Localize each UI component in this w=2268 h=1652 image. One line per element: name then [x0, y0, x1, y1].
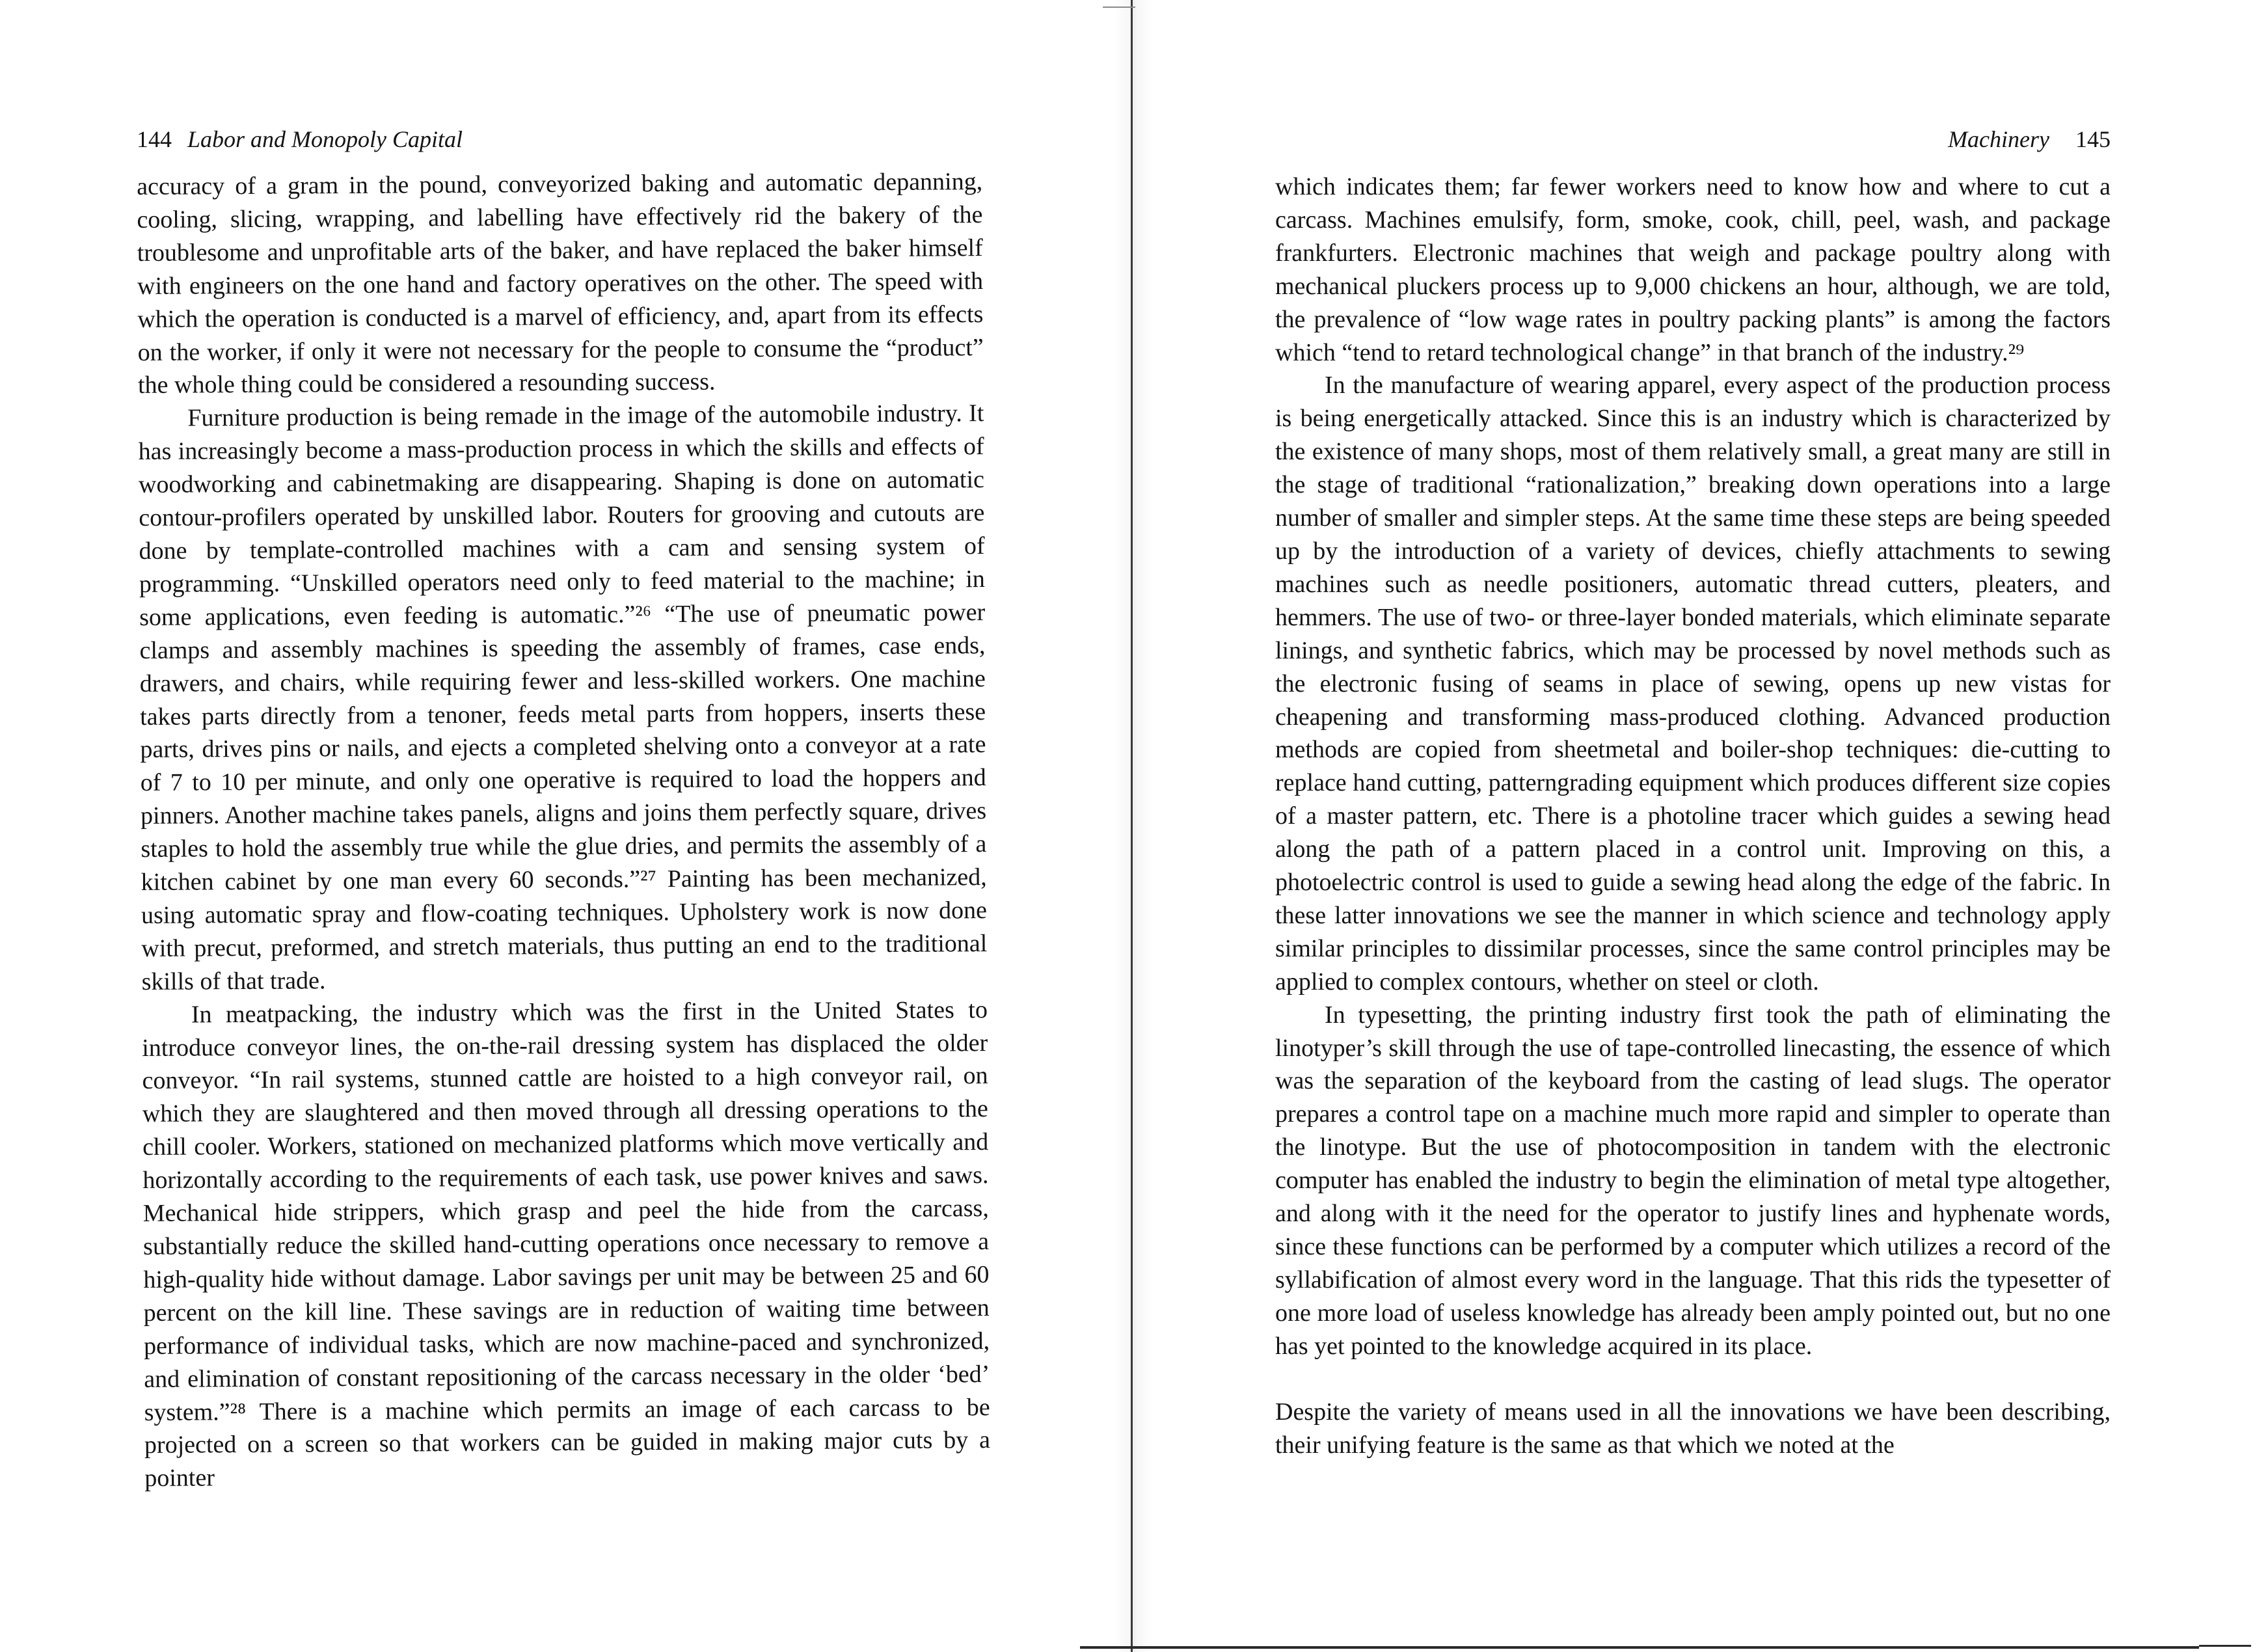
- gutter-tick-mark: [1103, 7, 1135, 8]
- right-running-title: Machinery: [1948, 126, 2049, 152]
- paragraph-typesetting: In typesetting, the printing industry first took the path of eliminating the linotyper’s skill through the use of tape-controlled linecasting, the essence of which was the separation of the keyboard from the casting of lead slugs. The operator prepares a control tape on a machine much more rapid and simpler to operate than the linotype. But the use of photocomposition in tandem with the electronic computer has enabled the industry to begin the elimination of metal type altogether, and along with it the need for the operator to justify lines and hyphenate words, since these functions can be performed by a computer which utilizes a record of the syllabification of almost every word in the language. That this rids the typesetter of one more load of useless knowledge has already been amply pointed out, but no one has yet pointed to the knowledge acquired in its place.: [1275, 1001, 2111, 1360]
- paragraph-apparel: In the manufacture of wearing apparel, every aspect of the production process is being energetically attacked. Since this is an industry which is characterized by the existence of many shops, most of them relatively small, a great many are still in the stage of traditional “rationalization,” breaking down operations into a large number of smaller and simpler steps. At the same time these steps are being speeded up by the introduction of a variety of devices, chiefly attachments to sewing machines such as needle positioners, automatic thread cutters, pleaters, and hemmers. The use of two- or three-layer bonded materials, which eliminate separate linings, and synthetic fabrics, which may be processed by novel methods such as the electronic fusing of seams in place of sewing, opens up new vistas for cheapening and transforming mass-produced clothing. Advanced production methods are copied from sheetmetal and boiler-shop techniques: die-cutting to replace hand cutting, patterngrading equipment which produces different size copies of a master pattern, etc. There is a photoline tracer which guides a sewing head along the path of a pattern placed in a control unit. Improving on this, a photoelectric control is used to guide a sewing head along the edge of the fabric. In these latter innovations we see the manner in which science and technology apply similar principles to dissimilar processes, since the same control principles may be applied to complex contours, whether on steel or cloth.: [1275, 372, 2111, 995]
- left-running-title: Labor and Monopoly Capital: [187, 126, 463, 152]
- paragraph-bakery: accuracy of a gram in the pound, conveyorized baking and automatic depanning, cooling, slicing, wrapping, and labelling have effectively rid the bakery of the troublesome and unprofitable arts of the baker, and have replaced the baker himself with engineers on the one hand and factory operatives on the other. The speed with which the operation is conducted is a marvel of efficiency, and, apart from its effects on the worker, if only it were not necessary for the people to consume the “product” the whole thing could be considered a resounding success.: [137, 168, 984, 399]
- gutter-line: [1131, 0, 1133, 1652]
- right-page: [1275, 0, 2111, 1652]
- left-page-body: [137, 165, 990, 1495]
- paragraph-meatpacking: In meatpacking, the industry which was the first in the United States to introduce conveyor lines, the on-the-rail dressing system has displaced the older conveyor. “In rail systems, stunned cattle are hoisted to a high conveyor rail, on which they are slaughtered and then moved through all dressing operations to the chill cooler. Workers, stationed on mechanized platforms which move vertically and horizontally according to the requirements of each task, use power knives and saws. Mechanical hide strippers, which grasp and peel the hide from the carcass, substantially reduce the skilled hand-cutting operations once necessary to remove a high-quality hide without damage. Labor savings per unit may be between 25 and 60 percent on the kill line. These savings are in reduction of waiting time between performance of individual tasks, which are now machine-paced and synchronized, and elimination of constant repositioning of the carcass necessary in the older ‘bed’ system.”²⁸ There is a machine which permits an image of each carcass to be projected on a screen so that workers can be guided in making major cuts by a pointer: [142, 995, 991, 1493]
- paragraph-meatpacking-continued: which indicates them; far fewer workers need to know how and where to cut a carcass. Machines emulsify, form, smoke, cook, chill, peel, wash, and package frankfurters. Electronic machines that weigh and package poultry along with mechanical pluckers process up to 9,000 chickens an hour, although, we are told, the prevalence of “low wage rates in poultry packing plants” is among the factors which “tend to retard technological change” in that branch of the industry.²⁹: [1275, 173, 2111, 366]
- right-page-number: 145: [2075, 126, 2111, 152]
- right-running-head: [1948, 121, 2111, 157]
- paragraph-furniture: Furniture production is being remade in the image of the automobile industry. It has increasingly become a mass-production process in which the skills and effects of woodworking and cabinetmaking are disappearing. Shaping is done on automatic contour-profilers operated by unskilled labor. Routers for grooving and cutouts are done by template-controlled machines with a cam and sensing system of programming. “Unskilled operators need only to feed material to the machine; in some applications, even feeding is automatic.”²⁶ “The use of pneumatic power clamps and assembly machines is speeding the assembly of frames, case ends, drawers, and chairs, while requiring fewer and less-skilled workers. One machine takes parts directly from a tenoner, feeds metal parts from hoppers, inserts these parts, drives pins or nails, and ejects a completed shelving onto a conveyor at a rate of 7 to 10 per minute, and only one operative is required to load the hoppers and pinners. Another machine takes panels, aligns and joins them perfectly square, drives staples to hold the assembly true while the glue dries, and permits the assembly of a kitchen cabinet by one man every 60 seconds.”²⁷ Painting has been mechanized, using automatic spray and flow-coating techniques. Upholstery work is now done with precut, preformed, and stretch materials, thus putting an end to the traditional skills of that trade.: [138, 399, 988, 995]
- gutter-shadow: [1114, 0, 1153, 1652]
- scan-bottom-edge-tail: [2199, 1645, 2251, 1647]
- left-running-head: [137, 121, 463, 157]
- paragraph-unifying-feature: Despite the variety of means used in all the innovations we have been describing, their unifying feature is the same as that which we noted at the: [1275, 1398, 2111, 1459]
- left-page-number: 144: [137, 126, 172, 152]
- right-page-body: [1275, 170, 2111, 1461]
- left-page: [137, 0, 991, 1652]
